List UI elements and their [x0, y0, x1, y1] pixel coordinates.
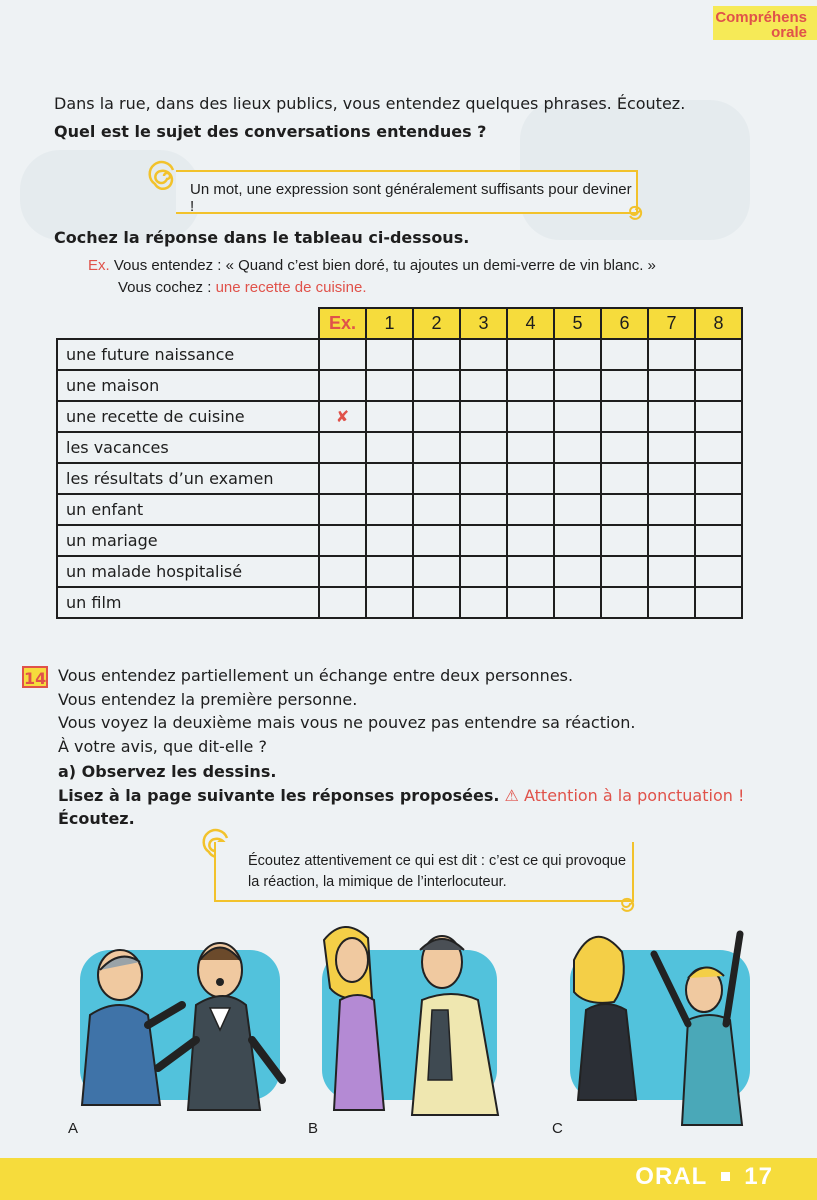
table-row: [57, 494, 742, 525]
panel-label: B: [308, 1120, 319, 1137]
instruction: Cochez la réponse dans le tableau ci-dessous.: [54, 228, 470, 247]
table-header: 7: [648, 308, 695, 339]
check-cell[interactable]: [507, 370, 554, 401]
exercise-step-c: Écoutez.: [58, 809, 135, 828]
check-cell[interactable]: [648, 463, 695, 494]
check-cell[interactable]: [413, 401, 460, 432]
example-check-cell[interactable]: [319, 432, 366, 463]
check-cell[interactable]: [366, 432, 413, 463]
check-cell[interactable]: [413, 525, 460, 556]
row-label: une future naissance: [57, 339, 319, 370]
check-cell[interactable]: [695, 339, 742, 370]
check-cell[interactable]: [507, 525, 554, 556]
conversation-illustration: [60, 920, 300, 1135]
check-cell[interactable]: [413, 556, 460, 587]
exercise-line: Vous entendez la première personne.: [58, 689, 358, 709]
check-cell[interactable]: [648, 494, 695, 525]
check-cell[interactable]: [460, 463, 507, 494]
check-cell[interactable]: [601, 463, 648, 494]
row-label: un mariage: [57, 525, 319, 556]
check-cell[interactable]: [648, 432, 695, 463]
check-cell[interactable]: [507, 587, 554, 618]
tip-1-text: Un mot, une expression sont généralement suffisants pour deviner !: [190, 181, 632, 215]
table-header: 2: [413, 308, 460, 339]
section-tab-line2: orale: [771, 24, 807, 40]
table-row: [57, 525, 742, 556]
section-tab-line1: Compréhens: [715, 9, 807, 26]
example: [88, 255, 656, 299]
check-cell[interactable]: [554, 432, 601, 463]
check-cell[interactable]: [648, 370, 695, 401]
conversation-illustration: [312, 920, 552, 1135]
check-cell[interactable]: [366, 370, 413, 401]
example-check-cell[interactable]: [319, 370, 366, 401]
example-check-cell[interactable]: ✘: [319, 401, 366, 432]
check-cell[interactable]: [460, 587, 507, 618]
check-cell[interactable]: [554, 525, 601, 556]
check-cell[interactable]: [507, 432, 554, 463]
check-cell[interactable]: [554, 463, 601, 494]
tip-box-2: [214, 842, 634, 902]
check-cell[interactable]: [695, 401, 742, 432]
check-cell[interactable]: [601, 401, 648, 432]
row-label: une maison: [57, 370, 319, 401]
example-check-cell[interactable]: [319, 587, 366, 618]
check-cell[interactable]: [648, 401, 695, 432]
example-check-cell[interactable]: [319, 339, 366, 370]
check-cell[interactable]: [695, 525, 742, 556]
check-cell[interactable]: [601, 339, 648, 370]
row-label: un enfant: [57, 494, 319, 525]
spiral-icon: [624, 198, 648, 222]
table-header: 4: [507, 308, 554, 339]
conversation-illustration: [556, 920, 796, 1135]
check-cell[interactable]: [601, 494, 648, 525]
table-header: 8: [695, 308, 742, 339]
answer-table: [56, 307, 743, 619]
check-cell[interactable]: [695, 432, 742, 463]
page-number: 17: [744, 1163, 773, 1190]
example-check-cell[interactable]: [319, 494, 366, 525]
exercise-step-a: a) Observez les dessins.: [58, 762, 277, 781]
check-cell[interactable]: [648, 339, 695, 370]
tip-2-line2: la réaction, la mimique de l’interlocuteur.: [248, 874, 507, 890]
check-cell[interactable]: [554, 401, 601, 432]
row-label: un film: [57, 587, 319, 618]
check-cell[interactable]: [695, 556, 742, 587]
check-cell[interactable]: [366, 339, 413, 370]
spiral-icon: [616, 890, 640, 914]
check-cell[interactable]: [366, 587, 413, 618]
check-cell[interactable]: [366, 463, 413, 494]
exercise-line: Vous entendez partiellement un échange entre deux personnes.: [58, 666, 574, 685]
check-cell[interactable]: [554, 494, 601, 525]
table-row: [57, 463, 742, 494]
check-cell[interactable]: [695, 494, 742, 525]
exercise-line: Vous voyez la deuxième mais vous ne pouvez pas entendre sa réaction.: [58, 713, 636, 732]
illustration-panel-b: [308, 920, 552, 1137]
exercise-14: [22, 664, 744, 831]
intro-text: [54, 90, 754, 146]
footer-square-icon: [721, 1172, 730, 1181]
check-cell[interactable]: [413, 587, 460, 618]
check-cell[interactable]: [460, 401, 507, 432]
check-cell[interactable]: [413, 370, 460, 401]
check-cell[interactable]: [507, 556, 554, 587]
exercise-step-b: Lisez à la page suivante les réponses proposées.: [58, 785, 500, 805]
check-cell[interactable]: [507, 494, 554, 525]
check-cell[interactable]: [507, 463, 554, 494]
table-header-row: [57, 308, 742, 339]
example-check-cell[interactable]: [319, 463, 366, 494]
check-cell[interactable]: [554, 339, 601, 370]
check-cell[interactable]: [695, 587, 742, 618]
table-row: [57, 401, 742, 432]
check-cell[interactable]: [648, 525, 695, 556]
tip-2-line1: Écoutez attentivement ce qui est dit : c’est ce qui provoque: [248, 853, 627, 869]
check-cell[interactable]: [366, 494, 413, 525]
example-check-cell[interactable]: [319, 525, 366, 556]
check-cell[interactable]: [460, 432, 507, 463]
table-header: 5: [554, 308, 601, 339]
panel-label: C: [552, 1120, 563, 1137]
table-header: 6: [601, 308, 648, 339]
intro-line1: Dans la rue, dans des lieux publics, vous entendez quelques phrases. Écoutez.: [54, 94, 686, 113]
table-corner: [57, 308, 319, 339]
check-cell[interactable]: [554, 587, 601, 618]
check-cell[interactable]: [413, 432, 460, 463]
illustration-panel-a: [60, 920, 300, 1135]
table-header: 1: [366, 308, 413, 339]
check-cell[interactable]: [601, 587, 648, 618]
check-cell[interactable]: [648, 556, 695, 587]
check-cell[interactable]: [601, 370, 648, 401]
check-cell[interactable]: [601, 556, 648, 587]
example-line1: Vous entendez : « Quand c’est bien doré, tu ajoutes un demi-verre de vin blanc. »: [113, 257, 656, 274]
row-label: les vacances: [57, 432, 319, 463]
check-cell[interactable]: [601, 432, 648, 463]
row-label: les résultats d’un examen: [57, 463, 319, 494]
check-cell[interactable]: [601, 525, 648, 556]
check-cell[interactable]: [413, 339, 460, 370]
check-cell[interactable]: [695, 370, 742, 401]
check-cell[interactable]: [413, 463, 460, 494]
panel-label: A: [68, 1120, 79, 1137]
table-row: [57, 432, 742, 463]
check-cell[interactable]: [507, 401, 554, 432]
example-check-cell[interactable]: [319, 556, 366, 587]
warning-text: ⚠ Attention à la ponctuation !: [504, 785, 745, 805]
example-line2: Vous cochez :: [118, 279, 216, 296]
check-cell[interactable]: [695, 463, 742, 494]
tip-box-1: [176, 170, 638, 214]
section-tab: [713, 6, 817, 40]
page-footer: [0, 1158, 817, 1200]
example-prefix: Ex.: [88, 257, 110, 274]
check-cell[interactable]: [460, 339, 507, 370]
check-cell[interactable]: [413, 494, 460, 525]
exercise-number-badge: 14: [22, 666, 48, 688]
check-cell[interactable]: [366, 525, 413, 556]
check-cell[interactable]: [366, 556, 413, 587]
check-cell[interactable]: [460, 556, 507, 587]
row-label: un malade hospitalisé: [57, 556, 319, 587]
table-row: [57, 370, 742, 401]
check-cell[interactable]: [460, 494, 507, 525]
check-cell[interactable]: [460, 525, 507, 556]
check-cell[interactable]: [460, 370, 507, 401]
check-cell[interactable]: [554, 370, 601, 401]
check-cell[interactable]: [648, 587, 695, 618]
exercise-line: À votre avis, que dit-elle ?: [58, 736, 267, 756]
table-header: Ex.: [319, 308, 366, 339]
table-header: 3: [460, 308, 507, 339]
table-row: [57, 587, 742, 618]
footer-section: ORAL: [635, 1163, 708, 1190]
row-label: une recette de cuisine: [57, 401, 319, 432]
table-row: [57, 339, 742, 370]
check-cell[interactable]: [554, 556, 601, 587]
example-answer: une recette de cuisine.: [215, 279, 367, 296]
illustration-panel-c: [552, 920, 796, 1137]
table-row: [57, 556, 742, 587]
footer-text: [635, 1163, 773, 1191]
check-cell[interactable]: [507, 339, 554, 370]
intro-question: Quel est le sujet des conversations entendues ?: [54, 122, 487, 141]
check-cell[interactable]: [366, 401, 413, 432]
